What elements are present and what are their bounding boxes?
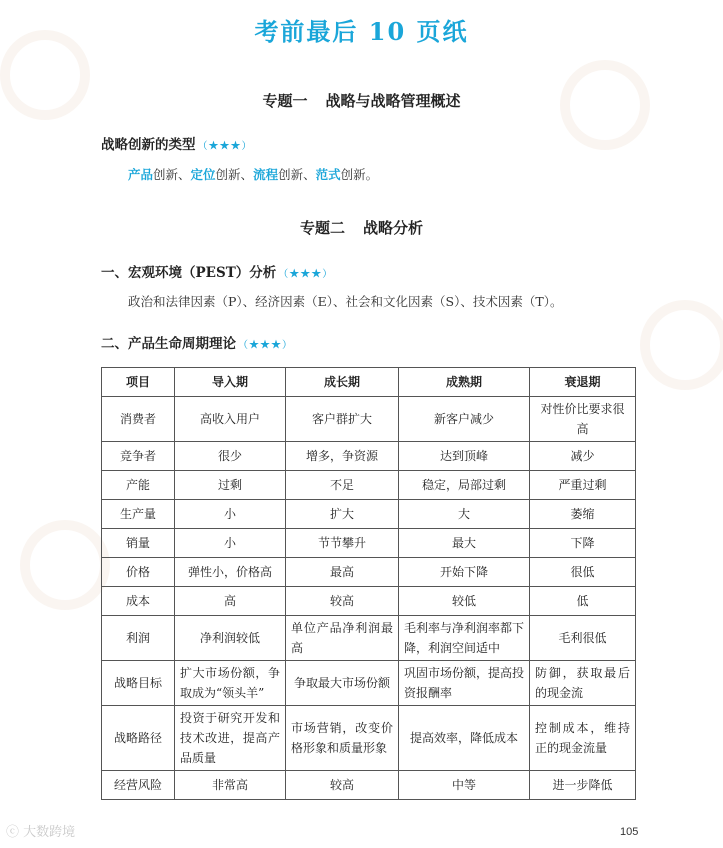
table-cell: 扩大	[286, 500, 399, 529]
table-header-cell: 成长期	[286, 368, 399, 397]
item-text: 创新、	[153, 167, 191, 182]
table-cell: 中等	[399, 771, 530, 800]
table-row	[102, 397, 636, 442]
table-cell: 战略目标	[102, 661, 175, 706]
table-cell: 减少	[530, 442, 636, 471]
table-cell: 低	[530, 587, 636, 616]
table-header-cell: 衰退期	[530, 368, 636, 397]
page-number: 105	[620, 826, 639, 838]
innovation-types-line	[128, 165, 378, 183]
table-header-row	[102, 368, 636, 397]
keyword: 流程	[253, 167, 279, 182]
keyword: 定位	[190, 167, 216, 182]
table-cell: 严重过剩	[530, 471, 636, 500]
table-cell: 弹性小，价格高	[175, 558, 286, 587]
table-cell: 非常高	[175, 771, 286, 800]
table-cell: 毛利率与净利润率都下降，利润空间适中	[399, 616, 530, 661]
table-cell: 高收入用户	[175, 397, 286, 442]
innovation-heading	[101, 133, 253, 153]
page-title: 考前最后 10 页纸	[254, 17, 469, 46]
table-cell: 进一步降低	[530, 771, 636, 800]
watermark-icon: ⓒ	[6, 825, 20, 840]
table-cell: 提高效率，降低成本	[399, 706, 530, 771]
table-row	[102, 706, 636, 771]
table-cell: 经营风险	[102, 771, 175, 800]
table-cell: 较低	[399, 587, 530, 616]
table-cell: 客户群扩大	[286, 397, 399, 442]
table-cell: 小	[175, 529, 286, 558]
table-row	[102, 471, 636, 500]
innovation-heading-text: 战略创新的类型	[101, 137, 196, 153]
lifecycle-heading	[101, 332, 293, 352]
table-row	[102, 661, 636, 706]
table-cell: 投资于研究开发和技术改进，提高产品质量	[175, 706, 286, 771]
watermark-logo	[6, 821, 75, 840]
table-cell: 控制成本，维持正的现金流量	[530, 706, 636, 771]
table-cell: 消费者	[102, 397, 175, 442]
table-row	[102, 529, 636, 558]
lifecycle-table	[101, 367, 636, 800]
table-cell: 毛利很低	[530, 616, 636, 661]
table-cell: 净利润较低	[175, 616, 286, 661]
table-cell: 生产量	[102, 500, 175, 529]
importance-stars: （★★★）	[197, 141, 253, 152]
table-cell: 市场营销，改变价格形象和质量形象	[286, 706, 399, 771]
importance-stars: （★★★）	[238, 340, 293, 351]
table-cell: 利润	[102, 616, 175, 661]
item-text: 创新、	[215, 167, 254, 182]
topic-2-name: 战略分析	[363, 219, 424, 237]
table-cell: 成本	[102, 587, 175, 616]
table-cell: 很低	[530, 558, 636, 587]
pest-heading	[101, 261, 333, 281]
pest-heading-text: 一、宏观环境（PEST）分析	[101, 265, 277, 281]
topic-1-number: 专题一	[262, 92, 308, 110]
table-cell: 节节攀升	[286, 529, 399, 558]
table-cell: 销量	[102, 529, 175, 558]
table-cell: 产能	[102, 471, 175, 500]
item-text: 创新、	[278, 167, 316, 182]
table-cell: 很少	[175, 442, 286, 471]
table-row	[102, 616, 636, 661]
table-cell: 达到顶峰	[399, 442, 530, 471]
topic-2-heading	[0, 217, 723, 238]
table-cell: 小	[175, 500, 286, 529]
table-cell: 较高	[286, 771, 399, 800]
table-cell: 战略路径	[102, 706, 175, 771]
table-cell: 不足	[286, 471, 399, 500]
table-cell: 最高	[286, 558, 399, 587]
table-cell: 单位产品净利润最高	[286, 616, 399, 661]
item-text: 创新。	[340, 167, 379, 182]
topic-1-name: 战略与战略管理概述	[325, 92, 461, 110]
table-cell: 价格	[102, 558, 175, 587]
keyword: 范式	[315, 167, 341, 182]
table-header-cell: 成熟期	[399, 368, 530, 397]
watermark-ring	[640, 300, 723, 390]
table-row	[102, 558, 636, 587]
table-cell: 防御，获取最后的现金流	[530, 661, 636, 706]
watermark-ring	[20, 520, 110, 610]
keyword: 产品	[128, 167, 154, 182]
table-cell: 稳定，局部过剩	[399, 471, 530, 500]
table-cell: 较高	[286, 587, 399, 616]
table-row	[102, 442, 636, 471]
table-cell: 增多，争资源	[286, 442, 399, 471]
table-cell: 扩大市场份额，争取成为“领头羊”	[175, 661, 286, 706]
table-row	[102, 771, 636, 800]
table-header-cell: 项目	[102, 368, 175, 397]
topic-1-heading	[0, 90, 723, 111]
table-cell: 高	[175, 587, 286, 616]
table-cell: 新客户减少	[399, 397, 530, 442]
watermark-text: 大数跨境	[23, 825, 76, 840]
pest-factors-line: 政治和法律因素（P）、经济因素（E）、社会和文化因素（S）、技术因素（T）。	[128, 294, 563, 309]
lifecycle-heading-text: 二、产品生命周期理论	[101, 336, 236, 352]
table-cell: 争取最大市场份额	[286, 661, 399, 706]
table-row	[102, 500, 636, 529]
table-cell: 开始下降	[399, 558, 530, 587]
table-cell: 萎缩	[530, 500, 636, 529]
table-cell: 竞争者	[102, 442, 175, 471]
table-cell: 大	[399, 500, 530, 529]
table-row	[102, 587, 636, 616]
importance-stars: （★★★）	[278, 269, 334, 280]
table-cell: 巩固市场份额，提高投资报酬率	[399, 661, 530, 706]
table-header-cell: 导入期	[175, 368, 286, 397]
table-cell: 下降	[530, 529, 636, 558]
table-cell: 对性价比要求很高	[530, 397, 636, 442]
topic-2-number: 专题二	[299, 219, 345, 237]
table-cell: 最大	[399, 529, 530, 558]
table-cell: 过剩	[175, 471, 286, 500]
